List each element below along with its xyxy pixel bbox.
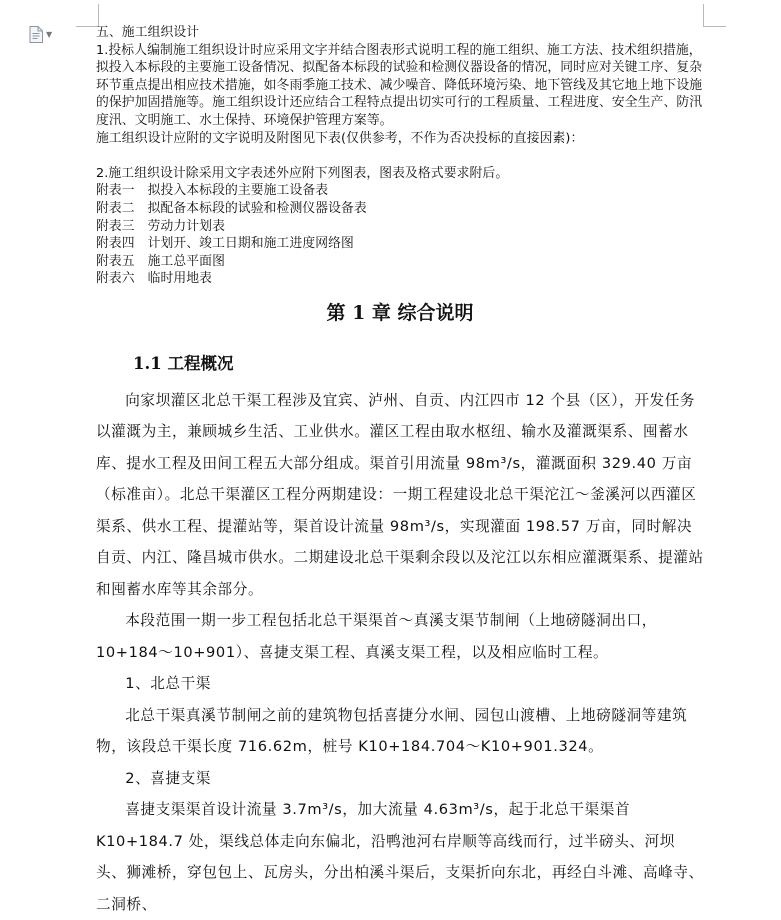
- rules-item-1: 1.投标人编制施工组织设计时应采用文字并结合图表形式说明工程的施工组织、施工方法、技术组织措施，拟投入本标段的主要施工设备情况、拟配备本标段的试验和检测仪器设备的情况，同时应对关键工序、复杂环节重点提出相应技术措施，如冬雨季施工技术、减少噪音、降低环境污染、地下管线及其它地上地下设施的保护加固措施等。施工组织设计还应结合工程特点提出切实可行的工程质量、工程进度、安全生产、防汛度汛、文明施工、水土保持、环境保护管理方案等。: [96, 42, 703, 128]
- document-icon: [29, 26, 43, 43]
- body-paragraph: 喜捷支渠渠首设计流量 3.7m³/s，加大流量 4.63m³/s，起于北总干渠渠首 K10+184.7 处，渠线总体走向东偏北，沿鸭池河右岸顺等高线而行，过半磅头、河坝头、狮滩桥，穿包包上、瓦房头，分出柏溪斗渠后，支渠折向东北，再经白斗滩、高峰寺、二洞桥、: [96, 801, 704, 913]
- section-title: 1.1 工程概况: [133, 353, 234, 373]
- appendix-item: 附表二 拟配备本标段的试验和检测仪器设备表: [96, 200, 367, 216]
- chapter-title: 第 1 章 综合说明: [326, 301, 474, 324]
- rules-item-1-note: 施工组织设计应附的文字说明及附图见下表(仅供参考，不作为否决投标的直接因素)：: [96, 130, 584, 146]
- document-page: [96, 24, 704, 920]
- caret-down-icon[interactable]: ▼: [46, 30, 53, 39]
- document-menu[interactable]: [29, 24, 59, 44]
- body-paragraph: 本段范围一期一步工程包括北总干渠渠首～真溪支渠节制闸（上地磅隧洞出口，10+184～10+901）、喜捷支渠工程、真溪支渠工程，以及相应临时工程。: [96, 612, 657, 661]
- page-corner-mark-top-right: [703, 4, 726, 27]
- blank-line: [96, 147, 704, 165]
- rules-heading: 五、施工组织设计: [96, 25, 200, 40]
- rules-item-2: 2.施工组织设计除采用文字表述外应附下列图表，图表及格式要求附后。: [96, 165, 509, 181]
- appendix-item: 附表一 拟投入本标段的主要施工设备表: [96, 183, 329, 199]
- appendix-item: 附表三 劳动力计划表: [96, 218, 225, 234]
- body-paragraph: 北总干渠真溪节制闸之前的建筑物包括喜捷分水闸、园包山渡槽、上地磅隧洞等建筑物，该段总干渠长度 716.62m，桩号 K10+184.704～K10+901.324。: [96, 706, 688, 756]
- appendix-item: 附表五 施工总平面图: [96, 253, 225, 269]
- appendix-item: 附表四 计划开、竣工日期和施工进度网络图: [96, 236, 354, 252]
- body-paragraph: 向家坝灌区北总干渠工程涉及宜宾、泸州、自贡、内江四市 12 个县（区），开发任务以灌溉为主，兼顾城乡生活、工业供水。灌区工程由取水枢纽、输水及灌溉渠系、囤蓄水库、提水工程及田间工程五大部分组成。渠首引用流量 98m³/s，灌溉面积 329.40 万亩（标准亩）。北总干渠灌区工程分两期建设：一期工程建设北总干渠沱江～釜溪河以西灌区渠系、供水工程、提灌站等，渠首设计流量 98m³/s，实现灌面 198.57 万亩，同时解决自贡、内江、隆昌城市供水。二期建设北总干渠剩余段以及沱江以东相应灌溉渠系、提灌站和囤蓄水库等其余部分。: [96, 391, 704, 598]
- subsection-title: 2、喜捷支渠: [125, 769, 212, 787]
- construction-organization-rules: [96, 24, 704, 288]
- project-overview-body: [96, 385, 704, 920]
- appendix-item: 附表六 临时用地表: [96, 271, 213, 287]
- subsection-title: 1、北总干渠: [125, 675, 212, 693]
